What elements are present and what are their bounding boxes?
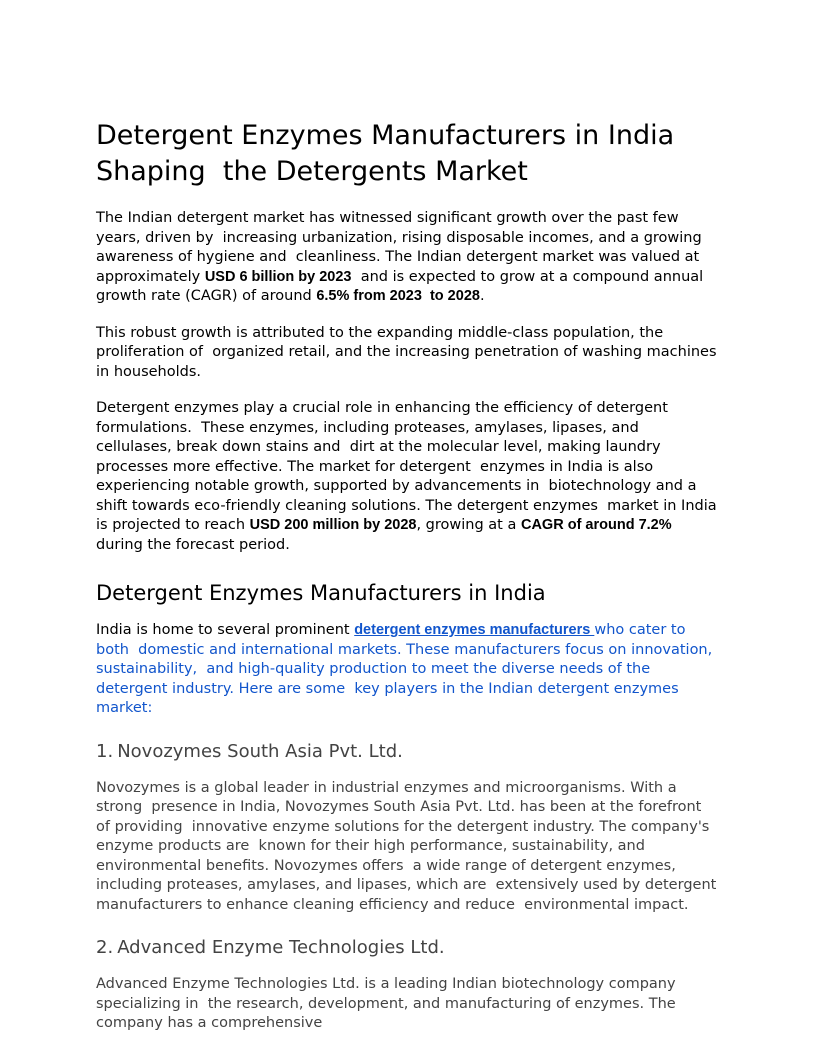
company-description-2: Advanced Enzyme Technologies Ltd. is a leading Indian biotechnology company specializing in the research, development, and manufacturing of enzymes. The company has a comprehensive bbox=[96, 976, 681, 1031]
intro-bold-market-value: USD 6 billion by 2023 bbox=[204, 268, 352, 285]
enzymes-text-1: Detergent enzymes play a crucial role in enhancing the efficiency of detergent formulations. These enzymes, including proteases, amylases, lipases, and cellulases, break down stains and dirt at the molecular level, making laundry processes more effective. The market for detergent enzymes in India is also experiencing notable growth, supported by advancements in biotechnology and a shift towards eco-friendly cleaning solutions. The detergent enzymes market in India is projected to reach bbox=[96, 400, 722, 533]
section-heading: Detergent Enzymes Manufacturers in India bbox=[96, 581, 546, 605]
manufacturers-intro-paragraph bbox=[96, 621, 718, 719]
enzymes-bold-market-value: USD 200 million by 2028 bbox=[249, 517, 417, 533]
company-number: 1. bbox=[96, 740, 114, 762]
growth-paragraph: This robust growth is attributed to the expanding middle-class population, the proliferation of organized retail, and the increasing penetration of washing machines in households. bbox=[96, 324, 722, 380]
manufacturers-text-1: India is home to several prominent bbox=[96, 622, 355, 638]
company-heading-2 bbox=[96, 935, 718, 961]
enzymes-bold-cagr: CAGR of around 7.2% bbox=[520, 517, 672, 533]
manufacturers-text-2: who cater to both domestic and international markets. These manufacturers focus on innovation, sustainability, and high-quality production to meet the diverse needs of the detergent industry. Here are some key players in the Indian detergent enzymes market: bbox=[96, 622, 717, 716]
intro-text-1: The Indian detergent market has witnessed significant growth over the past few years, driven by increasing urbanization, rising disposable incomes, and a growing awareness of hygiene and cleanliness. The Indian detergent market was valued at approximately bbox=[96, 210, 707, 285]
document-title: Detergent Enzymes Manufacturers in India Shaping the Detergents Market bbox=[96, 120, 683, 187]
company-name: Advanced Enzyme Technologies Ltd. bbox=[117, 937, 445, 958]
document-body bbox=[96, 118, 722, 1051]
enzymes-text-2: , growing at a bbox=[416, 517, 521, 533]
intro-paragraph bbox=[96, 209, 718, 307]
company-description-1: Novozymes is a global leader in industrial enzymes and microorganisms. With a strong presence in India, Novozymes South Asia Pvt. Ltd. has been at the forefront of providing innovative enzyme solutions for the detergent industry. The company's enzyme products are known for their high performance, sustainability, and environmental benefits. Novozymes offers a wide range of detergent enzymes, including proteases, amylases, and lipases, which are extensively used by detergent manufacturers to enhance cleaning efficiency and reduce environmental impact. bbox=[96, 779, 721, 913]
intro-bold-cagr: 6.5% from 2023 to 2028 bbox=[316, 288, 480, 304]
manufacturers-link[interactable]: detergent enzymes manufacturers bbox=[354, 622, 595, 638]
company-heading-1 bbox=[96, 739, 718, 765]
intro-text-3: . bbox=[479, 288, 485, 304]
company-number: 2. bbox=[96, 937, 114, 958]
enzymes-paragraph bbox=[96, 399, 722, 555]
intro-text-2: and is expected to grow at a compound annual growth rate (CAGR) of around bbox=[96, 268, 708, 304]
enzymes-text-3: during the forecast period. bbox=[96, 517, 677, 553]
company-name: Novozymes South Asia Pvt. Ltd. bbox=[117, 740, 403, 762]
